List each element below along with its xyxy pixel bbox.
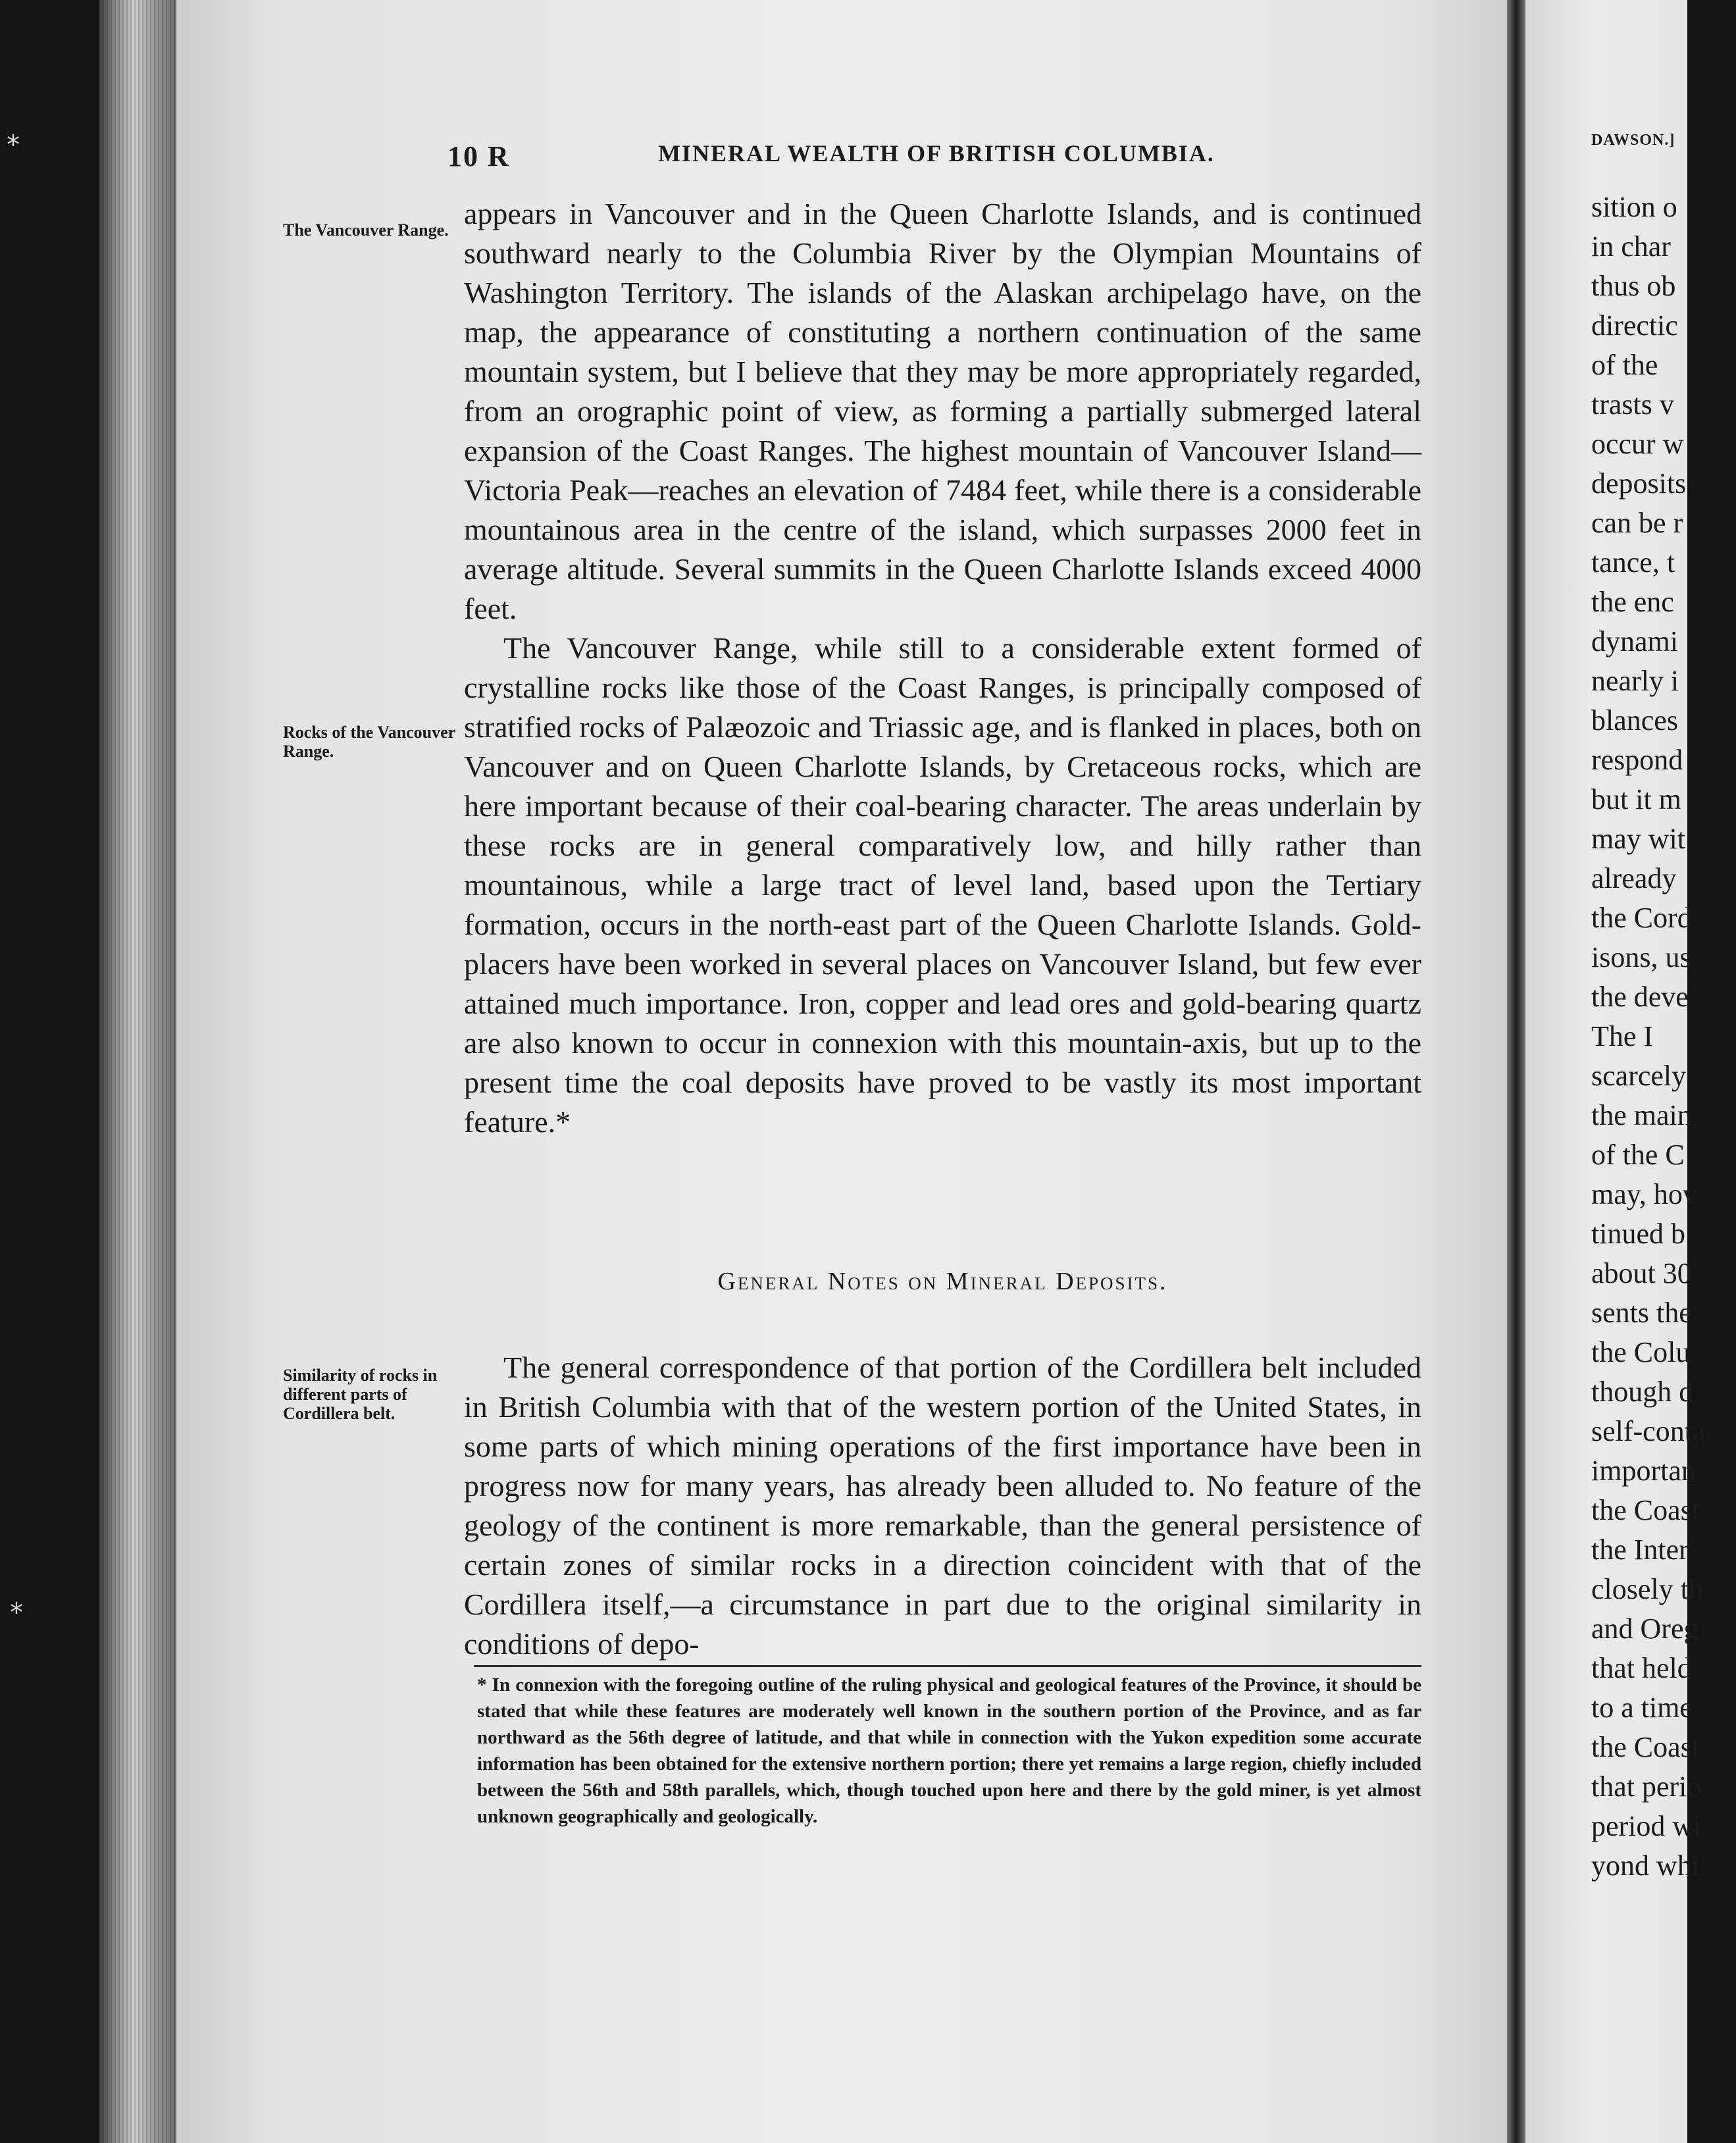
facing-page-line: though d: [1591, 1376, 1694, 1408]
facing-page-header: DAWSON.]: [1591, 132, 1675, 149]
facing-page-line: the Inter: [1591, 1534, 1689, 1566]
facing-page-line: that held: [1591, 1652, 1692, 1684]
scan-speck: ⁎: [7, 122, 20, 152]
facing-page-line: about 30: [1591, 1257, 1692, 1289]
paragraph-3: The general correspondence of that portion of the Cordillera belt included in British Columbia with that of the western portion of the United States, in some parts of which mining operations of the first importance have been in progress now for many years, has already been alluded to. No feature of the geology of the continent is more remarkable, than the general persistence of certain zones of similar rocks in a direction coincident with that of the Cordillera itself,—a circumstance in part due to the original similarity in conditions of depo-: [464, 1351, 1421, 1661]
facing-page-line: tinued b: [1591, 1218, 1685, 1250]
facing-page-line: the Coast: [1591, 1494, 1700, 1526]
facing-page-line: and Oreg: [1591, 1613, 1698, 1645]
facing-page-line: directic: [1591, 309, 1678, 342]
facing-page-line: importan: [1591, 1455, 1696, 1487]
footnote: * In connexion with the foregoing outline of the ruling physical and geological features of the Province, it should be stated that while these features are moderately well known in the southern portion of the Province, and as far northward as the 56th degree of latitude, and that while in connection with the Yukon expedition some accurate information has been obtained for the extensive northern portion; there yet remains a large region, chiefly included between the 56th and 58th parallels, which, though touched upon here and there by the gold miner, is yet almost unknown geographically and geologically.: [477, 1674, 1421, 1827]
facing-page-line: occur w: [1591, 428, 1684, 460]
book-edge: [99, 0, 178, 2143]
facing-page-line: the Coast: [1591, 1731, 1700, 1763]
facing-page-line: blances: [1591, 704, 1678, 736]
facing-page-line: yond whi: [1591, 1849, 1700, 1882]
scan-speck: ⁎: [10, 1589, 23, 1620]
facing-page-line: thus ob: [1591, 270, 1676, 302]
facing-page-line: that perio: [1591, 1770, 1702, 1803]
sidenote-vancouver-range: The Vancouver Range.: [283, 220, 449, 240]
facing-page-line: the Cord: [1591, 902, 1692, 934]
facing-page-line: may wit: [1591, 823, 1685, 855]
facing-page-text: [1591, 188, 1736, 1886]
facing-page-line: of the: [1591, 349, 1658, 381]
sidenote-similarity: Similarity of rocks in different parts of Cordillera belt.: [283, 1366, 438, 1423]
page-number: 10 R: [447, 140, 510, 172]
facing-page-line: sition o: [1591, 191, 1677, 223]
sidenote-rocks-of-range: Rocks of the Vancouver Range.: [283, 723, 455, 761]
facing-page-line: period wi: [1591, 1810, 1702, 1842]
facing-page-line: sents the: [1591, 1297, 1692, 1329]
facing-page-line: the enc: [1591, 586, 1674, 618]
body-block-2: [464, 1348, 1421, 1664]
facing-page-line: isons, us: [1591, 941, 1691, 973]
facing-page-line: already: [1591, 862, 1677, 894]
facing-page-line: trasts v: [1591, 388, 1674, 421]
paragraph-1: appears in Vancouver and in the Queen Charlotte Islands, and is continued southward nearly to the Columbia River by the Olympian Mountains of Washington Territory. The islands of the Alaskan archipelago have, on the map, the appearance of constituting a northern continuation of the same mountain system, but I believe that they may be more appropriately regarded, from an orographic point of view, as forming a partially submerged lateral expansion of the Coast Ranges. The highest mountain of Vancouver Island—Victoria Peak—reaches an elevation of 7484 feet, while there is a considerable mountainous area in the centre of the island, which surpasses 2000 feet in average altitude. Several summits in the Queen Charlotte Islands exceed 4000 feet.: [464, 197, 1421, 625]
facing-page-line: of the C: [1591, 1139, 1685, 1171]
page-gutter: [1507, 0, 1525, 2143]
facing-page-line: but it m: [1591, 783, 1681, 815]
facing-page-line: the deve: [1591, 981, 1689, 1013]
section-heading: General Notes on Mineral Deposits.: [717, 1268, 1168, 1295]
facing-page-line: closely th: [1591, 1573, 1703, 1605]
facing-page-line: to a time: [1591, 1691, 1693, 1724]
facing-page-line: tance, t: [1591, 546, 1675, 579]
facing-page-line: dynami: [1591, 625, 1678, 658]
facing-page-line: respond: [1591, 744, 1683, 776]
facing-page-line: can be r: [1591, 507, 1683, 539]
facing-page-line: the Colu: [1591, 1336, 1691, 1368]
running-title: MINERAL WEALTH OF BRITISH COLUMBIA.: [658, 140, 1215, 167]
facing-page-line: self-conta: [1591, 1415, 1706, 1447]
facing-page-line: The I: [1591, 1020, 1654, 1052]
facing-page-line: nearly i: [1591, 665, 1679, 697]
facing-page-line: the main: [1591, 1099, 1692, 1131]
facing-page-line: scarcely: [1591, 1060, 1687, 1092]
paragraph-2: The Vancouver Range, while still to a considerable extent formed of crystalline rocks like those of the Coast Ranges, is principally composed of stratified rocks of Palæozoic and Triassic age, and is flanked in places, both on Vancouver and on Queen Charlotte Islands, by Cretaceous rocks, which are here important because of their coal-bearing character. The areas underlain by these rocks are in general comparatively low, and hilly rather than mountainous, while a large tract of level land, based upon the Tertiary formation, occurs in the north-east part of the Queen Charlotte Islands. Gold-placers have been worked in several places on Vancouver Island, but few ever attained much importance. Iron, copper and lead ores and gold-bearing quartz are also known to occur in connexion with this mountain-axis, but up to the present time the coal deposits have proved to be vastly its most important feature.*: [464, 631, 1421, 1139]
facing-page-line: may, hov: [1591, 1178, 1697, 1210]
footnote-rule: [474, 1665, 1421, 1667]
facing-page-line: deposits: [1591, 467, 1687, 500]
facing-page-line: in char: [1591, 230, 1671, 263]
body-block-1: [464, 194, 1421, 1142]
